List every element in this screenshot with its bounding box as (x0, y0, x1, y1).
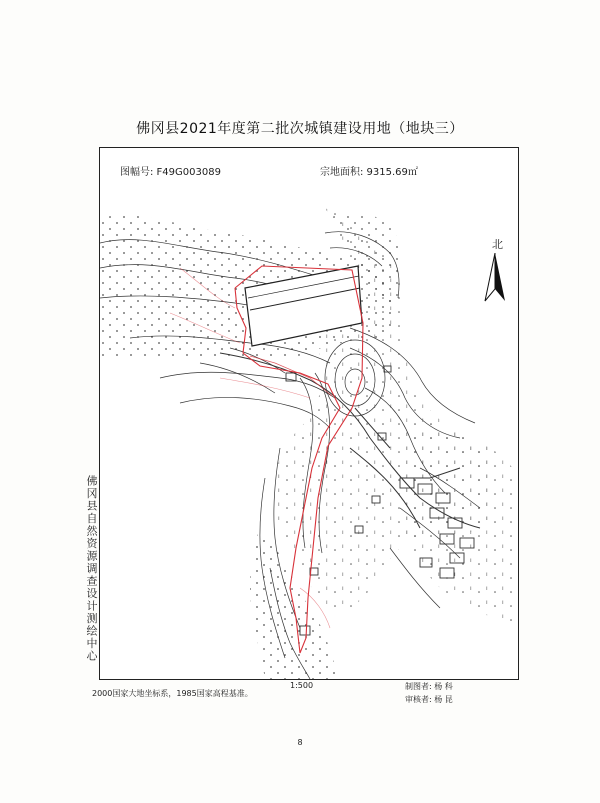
page-number: 8 (297, 738, 303, 747)
topographic-map (100, 148, 518, 679)
map-scale: 1:500 (290, 681, 314, 690)
map-frame (99, 147, 519, 680)
parcel-area: 宗地面积: 9315.69㎡ (320, 167, 418, 178)
drawn-by: 制图者: 杨 科 (405, 682, 453, 691)
coordinate-system-note: 2000国家大地坐标系，1985国家高程基准。 (92, 689, 253, 698)
organization-label: 佛冈县自然资源调查设计测绘中心 (85, 475, 98, 663)
sheet-number: 图幅号: F49G003089 (120, 167, 221, 178)
checked-by: 审核者: 杨 昆 (405, 695, 453, 704)
north-label: 北 (492, 238, 503, 251)
map-title: 佛冈县2021年度第二批次城镇建设用地（地块三） (136, 121, 464, 137)
north-arrow-icon (483, 253, 507, 303)
